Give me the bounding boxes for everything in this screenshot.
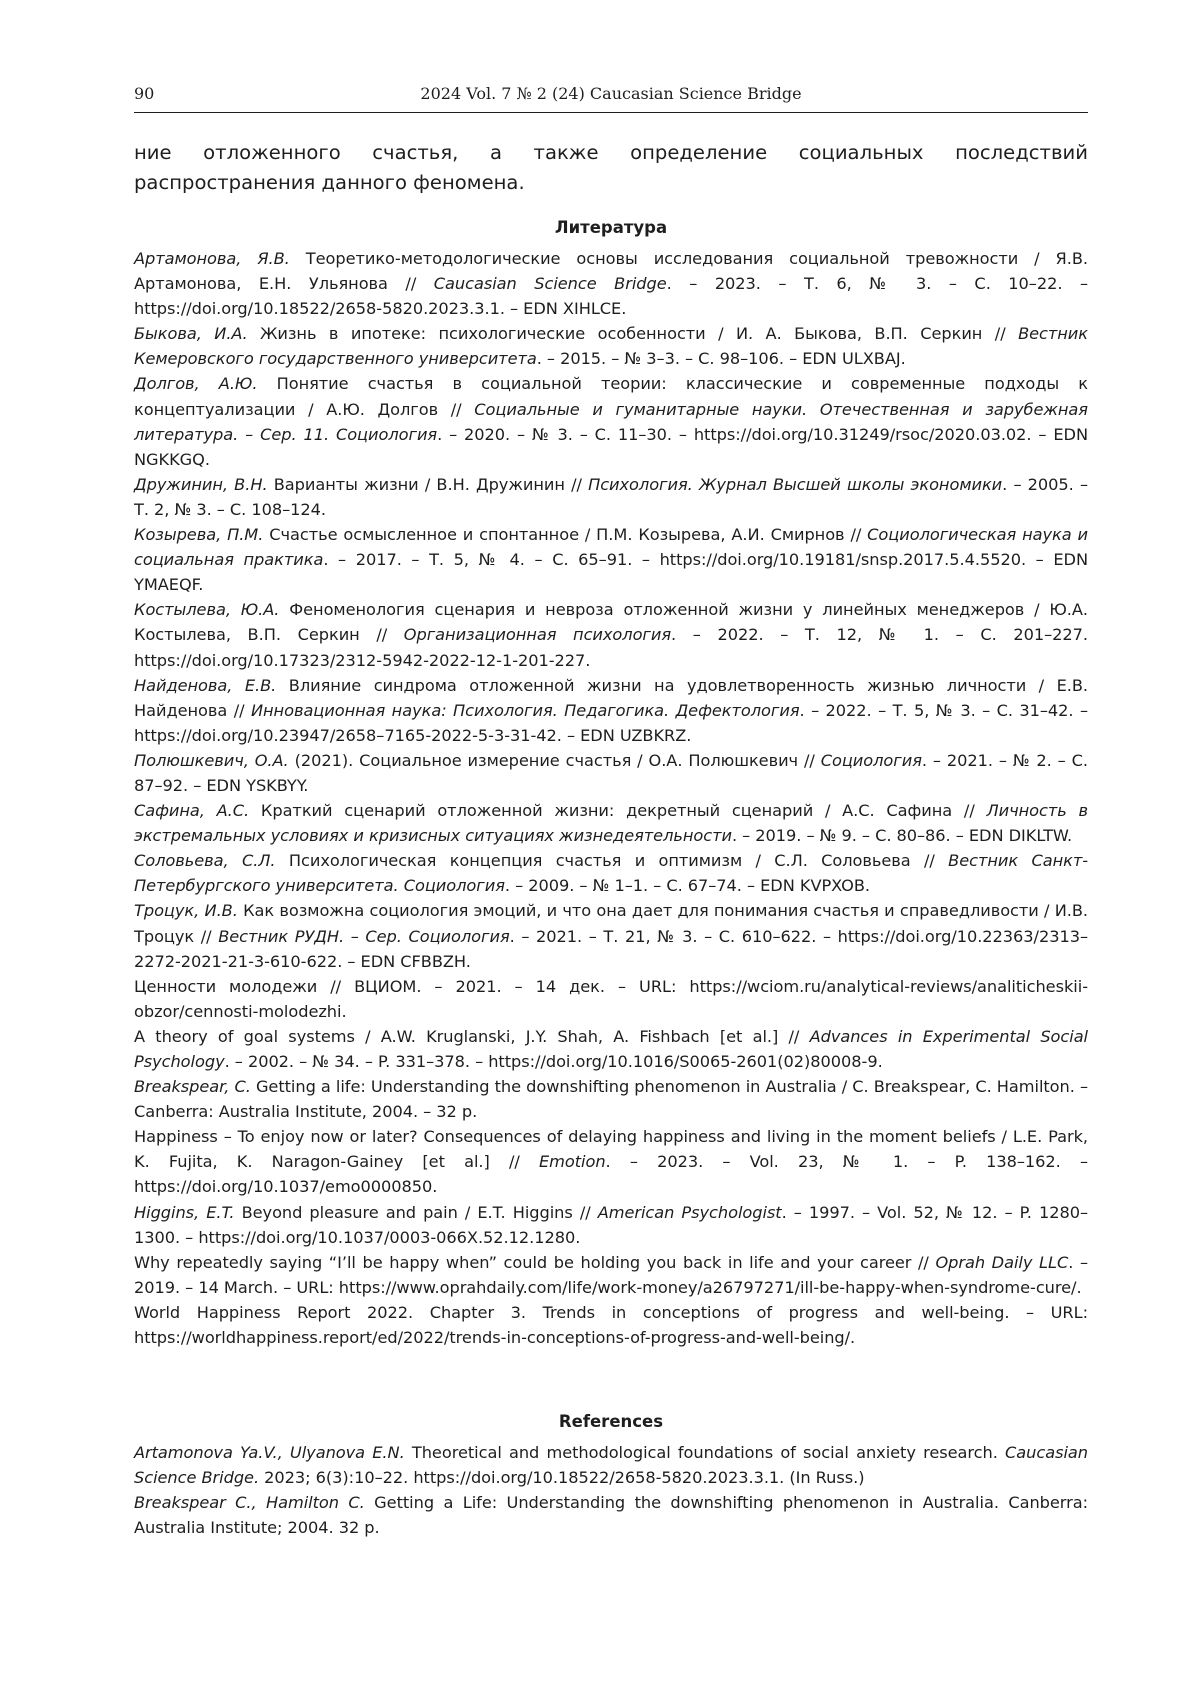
running-header [134,84,1088,108]
reference-entry [134,1074,1088,1124]
reference-entry [134,472,1088,522]
reference-text: Ценности молодежи // ВЦИОМ. – 2021. – 14 дек. – URL: https://wciom.ru/analytical-reviews/analiticheskii-obzor/cennosti-molodezhi. [134,976,1088,1021]
reference-text: 2023; 6(3):10–22. https://doi.org/10.18522/2658-5820.2023.3.1. (In Russ.) [259,1468,865,1488]
reference-text: . – 2021. – № 2. – С. 87–92. – EDN YSKBYY. [134,750,1089,795]
reference-italic-text: Костылева, Ю.А. [134,600,280,620]
reference-italic-text: Caucasian Science Bridge. [134,1443,1088,1488]
reference-text: Теоретико-методологические основы исследования социальной тревожности / Я.В. Артамонова, Е.Н. Ульянова // [134,249,1088,294]
reference-entry [134,1250,1088,1300]
reference-italic-text: Социология [820,750,922,770]
reference-italic-text: Сафина, А.С. [134,801,250,821]
reference-text: . – 2005. – Т. 2, № 3. – С. 108–124. [134,474,1089,519]
reference-text: Психологическая концепция счастья и оптимизм / С.Л. Соловьева // [275,851,949,871]
reference-text: . – 2015. – № 3–3. – С. 98–106. – EDN ULXBAJ. [536,349,906,369]
reference-italic-text: Артамонова, Я.В. [134,249,290,268]
reference-italic-text: Козырева, П.М. [134,525,264,545]
reference-italic-text: Oprah Daily LLC [935,1252,1069,1272]
reference-entry [134,898,1088,973]
reference-text: Getting a Life: Understanding the downshifting phenomenon in Australia. Canberra: Australia Institute; 2004. 32 p. [134,1493,1088,1538]
reference-text: . – 2020. – № 3. – С. 11–30. – https://doi.org/10.31249/rsoc/2020.03.02. – EDN NGKKGQ. [134,424,1089,469]
reference-italic-text: Дружинин, В.Н. [134,474,268,494]
reference-text: (2021). Социальное измерение счастья / О.А. Полюшкевич // [288,750,821,770]
reference-text: Краткий сценарий отложенной жизни: декретный сценарий / А.С. Сафина // [249,801,987,821]
reference-italic-text: Caucasian Science Bridge [433,274,667,294]
reference-text: . – 2017. – Т. 5, № 4. – С. 65–91. – https://doi.org/10.19181/snsp.2017.5.4.5520. – EDN YMAEQF. [134,550,1089,595]
reference-italic-text: Соловьева, С.Л. [134,851,276,871]
literature-heading: Литература [554,218,668,237]
reference-entry [134,1024,1088,1074]
reference-text: Счастье осмысленное и спонтанное / П.М. Козырева, А.И. Смирнов // [263,525,868,545]
reference-entry [134,1490,1088,1540]
reference-text: . – 2023. – Т. 6, № 3. – С. 10–22. – https://doi.org/10.18522/2658-5820.2023.3.1. – EDN XIHLCE. [134,274,1088,319]
reference-italic-text: Advances in Experimental Social Psychology [134,1026,1089,1071]
reference-italic-text: Вестник Кемеровского государственного университета [134,324,1088,369]
reference-entry [134,321,1088,371]
reference-text: Getting a life: Understanding the downshifting phenomenon in Australia / C. Breakspear, C. Hamilton. – Canberra: Australia Institute, 2004. – 32 p. [134,1077,1088,1122]
reference-entry [134,1440,1088,1490]
reference-text: Понятие счастья в социальной теории: классические и современные подходы к концептуализации / А.Ю. Долгов // [134,374,1088,419]
reference-text: . – 2021. – Т. 21, № 3. – С. 610–622. – https://doi.org/10.22363/2313–2272-2021-21-3-610-622. – EDN CFBBZH. [134,926,1088,971]
reference-entry [134,246,1088,321]
reference-entry [134,748,1088,798]
reference-italic-text: Emotion [538,1152,606,1172]
reference-text: . – 2009. – № 1–1. – С. 67–74. – EDN KVPXOB. [504,876,871,896]
reference-entry [134,798,1088,848]
reference-entry [134,371,1088,471]
reference-italic-text: American Psychologist [597,1202,782,1222]
reference-text: . – 2023. – Vol. 23, № 1. – P. 138–162. – https://doi.org/10.1037/emo0000850. [134,1152,1089,1197]
reference-italic-text: Вестник Санкт-Петербургского университета. Социология [134,851,1089,896]
header-divider [134,112,1088,113]
reference-entry [134,1300,1088,1350]
reference-entry [134,597,1088,672]
reference-italic-text: Психология. Журнал Высшей школы экономики [588,474,1003,494]
reference-italic-text: Социальные и гуманитарные науки. Отечественная и зарубежная литература. – Сер. 11. Социология [134,399,1088,444]
reference-text: . – 1997. – Vol. 52, № 12. – P. 1280–1300. – https://doi.org/10.1037/0003-066X.52.12.1280. [134,1202,1088,1247]
reference-text: Theoretical and methodological foundations of social anxiety research. [404,1443,1006,1462]
reference-italic-text: Breakspear C., Hamilton C. [134,1493,365,1513]
reference-italic-text: Вестник РУДН. – Сер. Социология [218,926,510,946]
reference-entry [134,974,1088,1024]
reference-text: Феноменология сценария и невроза отложенной жизни у линейных менеджеров / Ю.А. Костылева, В.П. Серкин // [134,600,1089,645]
reference-text: . – 2022. – Т. 12, № 1. – С. 201–227. https://doi.org/10.17323/2312-5942-2022-12-1-201-227. [134,625,1088,670]
reference-text: A theory of goal systems / A.W. Kruglanski, J.Y. Shah, A. Fishbach [et al.] // [134,1026,810,1046]
reference-text: Как возможна социология эмоций, и что она дает для понимания счастья и справедливости / И.В. Троцук // [134,901,1088,946]
reference-italic-text: Троцук, И.В. [134,901,238,921]
reference-italic-text: Организационная психология [403,625,672,645]
reference-entry [134,673,1088,748]
reference-italic-text: Инновационная наука: Психология. Педагогика. Дефектология [250,700,800,720]
reference-text: Влияние синдрома отложенной жизни на удовлетворенность жизнью личности / Е.В. Найденова // [134,675,1088,720]
reference-text: . – 2022. – Т. 5, № 3. – С. 31–42. –https://doi.org/10.23947/2658–7165-2022-5-3-31-42. – EDN UZBKRZ. [134,700,1089,745]
reference-italic-text: Найденова, Е.В. [134,675,277,695]
reference-entry [134,848,1088,898]
reference-text: . – 2002. – № 34. – P. 331–378. – https://doi.org/10.1016/S0065-2601(02)80008-9. [224,1052,883,1071]
reference-text: Жизнь в ипотеке: психологические особенности / И. А. Быкова, В.П. Серкин // [247,324,1019,344]
reference-italic-text: Breakspear, C. [134,1077,251,1097]
reference-text: Happiness – To enjoy now or later? Consequences of delaying happiness and living in the moment beliefs / L.E. Park, K. Fujita, K. Naragon-Gainey [et al.] // [134,1127,1088,1172]
reference-italic-text: Быкова, И.А. [134,324,248,344]
reference-text: . – 2019. – № 9. – С. 80–86. – EDN DIKLTW. [731,826,1073,846]
references-list [134,1440,1088,1540]
reference-italic-text: Долгов, А.Ю. [134,374,258,394]
reference-text: Beyond pleasure and pain / E.T. Higgins // [234,1202,598,1222]
reference-italic-text: Личность в экстремальных условиях и кризисных ситуациях жизнедеятельности [134,801,1088,846]
reference-text: World Happiness Report 2022. Chapter 3. Trends in conceptions of progress and well-being. – URL: https://worldhappiness.report/ed/2022/trends-in-conceptions-of-progress-and-well-being/. [134,1302,1088,1348]
journal-title: 2024 Vol. 7 № 2 (24) Caucasian Science Bridge [420,84,802,103]
intro-paragraph: ние отложенного счастья, а также определение социальных последствий распространения данного феномена. [134,141,1088,194]
reference-italic-text: Higgins, E.T. [134,1202,235,1222]
references-heading: References [558,1412,664,1431]
literature-list [134,246,1088,1350]
reference-italic-text: Artamonova Ya.V., Ulyanova E.N. [134,1443,405,1462]
reference-text: Варианты жизни / В.Н. Дружинин // [267,474,589,494]
page-number: 90 [134,84,155,103]
reference-entry [134,522,1088,597]
reference-italic-text: Социологическая наука и социальная практика [134,525,1089,570]
reference-text: . – 2019. – 14 March. – URL: https://www.oprahdaily.com/life/work-money/a26797271/ill-be-happy-when-syndrome-cure/. [134,1252,1088,1297]
reference-entry [134,1124,1088,1199]
reference-entry [134,1200,1088,1250]
reference-italic-text: Полюшкевич, О.А. [134,750,289,770]
reference-text: Why repeatedly saying “I’ll be happy when” could be holding you back in life and your career // [134,1252,936,1272]
